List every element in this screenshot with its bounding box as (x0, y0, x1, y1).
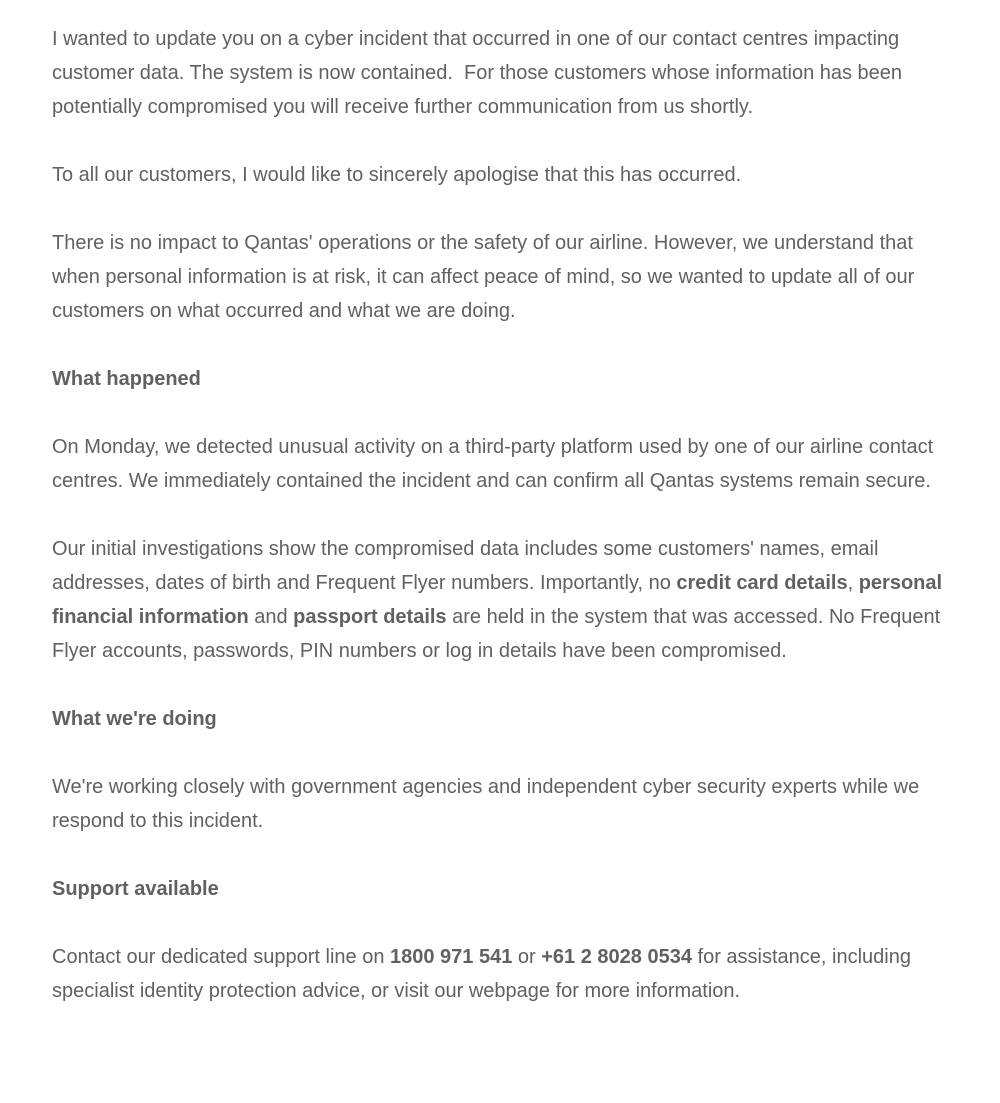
support-heading: Support available (52, 878, 219, 900)
data-compromised-text: Our initial investigations show the compromised data includes some customers' names, email addresses, dates of birth and Frequent Flyer numbers. Importantly, no (52, 538, 879, 594)
support-paragraph (52, 940, 952, 1008)
intro-paragraph: I wanted to update you on a cyber incident that occurred in one of our contact centres impacting customer data. The system is now contained. For those customers whose information has been potentially compromised you will receive further communication from us shortly. (52, 28, 903, 118)
apology-paragraph: To all our customers, I would like to sincerely apologise that this has occurred. (52, 164, 742, 186)
what-doing-heading: What we're doing (52, 708, 217, 730)
what-happened-paragraph-2 (52, 532, 952, 668)
support-phone-domestic: 1800 971 541 (390, 946, 513, 968)
what-happened-paragraph-1: On Monday, we detected unusual activity on a third-party platform used by one of our airline contact centres. We immediately contained the incident and can confirm all Qantas systems remain secure. (52, 436, 934, 492)
what-doing-paragraph: We're working closely with government agencies and independent cyber security experts while we respond to this incident. (52, 776, 920, 832)
support-text-lead: Contact our dedicated support line on (52, 946, 390, 968)
personal-financial-info-emphasis: personal financial information (52, 572, 943, 628)
what-happened-heading: What happened (52, 368, 201, 390)
passport-details-emphasis: passport details (293, 606, 447, 628)
operations-paragraph: There is no impact to Qantas' operations or the safety of our airline. However, we understand that when personal information is at risk, it can affect peace of mind, so we wanted to update all of our customers on what occurred and what we are doing. (52, 232, 915, 322)
email-body (52, 22, 952, 1042)
credit-card-details-emphasis: credit card details (676, 572, 848, 594)
support-text-or: or (512, 946, 542, 968)
support-text-tail: for assistance, including specialist identity protection advice, or visit our webpage for more information. (52, 946, 911, 1002)
support-phone-international: +61 2 8028 0534 (541, 946, 692, 968)
not-compromised-text: are held in the system that was accessed. No Frequent Flyer accounts, passwords, PIN numbers or log in details have been compromised. (52, 606, 941, 662)
separator-and: and (248, 606, 294, 628)
separator-comma: , (847, 572, 859, 594)
